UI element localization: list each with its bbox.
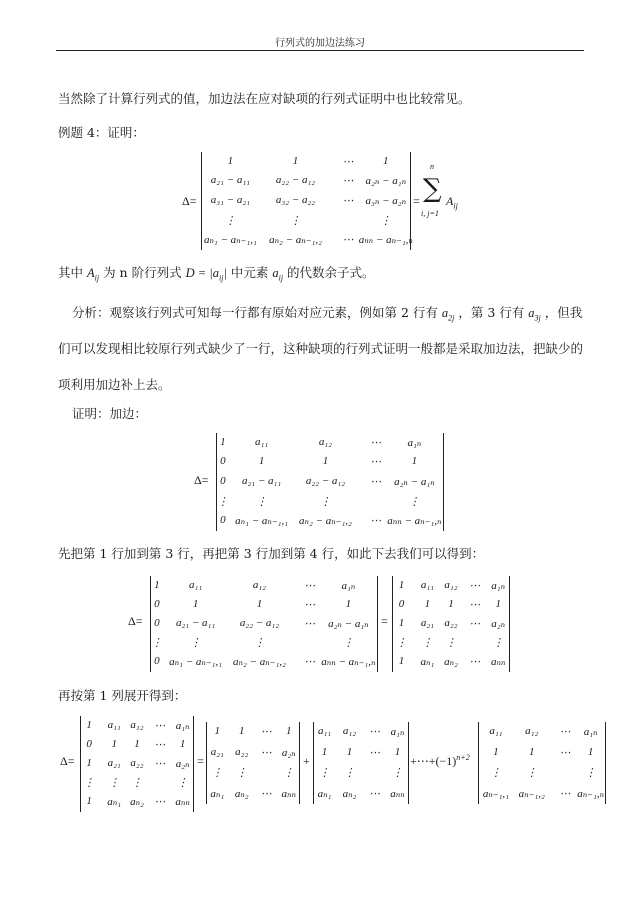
- matrix-cell: a₂ₙ − a₁ₙ: [394, 476, 435, 488]
- matrix-cell: aₙ₁: [420, 656, 435, 669]
- determinant-right-bar: [408, 722, 409, 804]
- minor-determinant-3: [478, 722, 606, 804]
- matrix-cell: 1: [86, 718, 92, 731]
- matrix-cell: ⋮: [342, 637, 354, 650]
- matrix-cell: a₂ₙ − a₁ₙ: [365, 175, 407, 188]
- matrix-cell: 1: [154, 578, 160, 591]
- matrix-cell: 1: [179, 737, 186, 750]
- example-label: 例题 4：证明：: [58, 125, 145, 140]
- matrix-cell: ⋯: [559, 787, 571, 800]
- matrix-cell: ⋮: [217, 495, 229, 508]
- matrix-cell: ⋯: [469, 656, 481, 669]
- matrix-cell: ⋯: [304, 656, 316, 669]
- matrix-cell: ⋯: [370, 436, 382, 449]
- matrix-cell: a₁ₙ: [341, 579, 356, 592]
- matrix-cell: a₂₁: [107, 757, 121, 769]
- matrix-cell: a₁₁: [255, 435, 269, 448]
- matrix-cell: a₁₁: [107, 718, 121, 731]
- determinant-left-bar: [206, 722, 207, 804]
- simplified-determinant: [392, 576, 510, 672]
- matrix-cell: ⋯: [368, 787, 380, 800]
- matrix-cell: 1: [192, 597, 199, 610]
- matrix-cell: ⋯: [370, 476, 382, 488]
- matrix-cell: ⋮: [253, 637, 265, 650]
- matrix-cell: 1: [292, 154, 299, 167]
- matrix-cell: a₁₁: [189, 578, 203, 591]
- matrix-cell: 1: [322, 455, 329, 468]
- matrix-cell: aₙ₋₁,ₙ: [577, 787, 605, 800]
- matrix-cell: a₁ₙ: [407, 436, 422, 449]
- matrix-cell: ⋯: [342, 234, 354, 247]
- matrix-cell: ⋮: [256, 495, 268, 508]
- matrix-cell: 1: [256, 597, 263, 610]
- matrix-cell: 0: [86, 737, 92, 750]
- matrix-cell: a₂ₙ: [281, 746, 296, 759]
- sign-term: $+\cdots+(-1)^{n+2}$: [410, 753, 470, 768]
- matrix-cell: a₂₂ − a₁₂: [239, 617, 280, 629]
- matrix-cell: a₂₂: [444, 617, 458, 629]
- matrix-cell: aₙ₁ − aₙ₋₁,₁: [203, 234, 257, 247]
- matrix-cell: a₃ₙ − a₂ₙ: [365, 195, 407, 207]
- matrix-cell: 1: [86, 757, 92, 769]
- determinant-right-bar: [605, 722, 606, 804]
- matrix-cell: ⋯: [559, 726, 571, 739]
- matrix-cell: 1: [394, 745, 401, 758]
- matrix-cell: a₃₂ − a₂₂: [275, 194, 316, 206]
- matrix-cell: aₙ₋₁,₁: [482, 787, 509, 800]
- matrix-cell: a₂ₙ: [491, 618, 506, 630]
- determinant-left-bar: [80, 716, 81, 812]
- matrix-cell: ⋯: [154, 719, 166, 732]
- matrix-cell: aₙₙ: [490, 656, 506, 669]
- matrix-cell: a₁ₙ: [583, 726, 598, 739]
- matrix-cell: a₁ₙ: [390, 726, 405, 739]
- matrix-cell: 1: [86, 795, 92, 808]
- matrix-cell: a₂₁ − a₁₁: [175, 617, 216, 629]
- matrix-cell: a₂ₙ − a₁ₙ: [328, 618, 369, 630]
- matrix-cell: aₙ₂: [234, 787, 249, 800]
- matrix-cell: ⋯: [469, 579, 481, 592]
- matrix-cell: a₂₁: [210, 745, 224, 758]
- matrix-cell: aₙ₁: [317, 787, 332, 800]
- matrix-cell: a₁₁: [420, 578, 434, 591]
- determinant-right-bar: [299, 722, 300, 804]
- plus-sign: +: [303, 754, 310, 768]
- matrix-cell: 1: [529, 745, 535, 758]
- matrix-cell: aₙ₋₁,₂: [518, 787, 545, 800]
- matrix-cell: aₙₙ: [281, 787, 296, 800]
- determinant-left-bar: [201, 152, 202, 250]
- matrix-cell: 1: [383, 154, 389, 167]
- matrix-cell: aₙₙ: [175, 796, 190, 809]
- determinant-left-bar: [392, 576, 393, 672]
- matrix-cell: ⋮: [395, 637, 407, 650]
- matrix-cell: ⋯: [370, 456, 382, 469]
- matrix-cell: a₁₂: [130, 718, 144, 731]
- matrix-cell: aₙ₁ − aₙ₋₁,₁: [169, 656, 223, 669]
- step1-text: 先把第 1 行加到第 3 行，再把第 3 行加到第 4 行，如此下去我们可以得到：: [58, 546, 485, 561]
- matrix-cell: aₙₙ − aₙ₋₁,ₙ: [358, 234, 413, 247]
- matrix-cell: 0: [220, 475, 226, 487]
- matrix-cell: ⋮: [224, 214, 236, 227]
- matrix-cell: ⋮: [190, 637, 202, 650]
- matrix-cell: ⋮: [408, 495, 420, 508]
- matrix-cell: a₃₁ − a₂₁: [210, 194, 251, 206]
- matrix-cell: a₁₂: [342, 725, 357, 738]
- matrix-cell: 0: [220, 455, 226, 468]
- delta-symbol: Δ=: [182, 194, 197, 208]
- matrix-cell: 0: [398, 597, 405, 610]
- matrix-cell: ⋯: [342, 175, 354, 188]
- matrix-cell: 0: [154, 597, 160, 610]
- matrix-cell: aₙ₂ − aₙ₋₁,₂: [299, 515, 352, 528]
- determinant-right-bar: [377, 576, 378, 672]
- matrix-cell: ⋮: [236, 767, 248, 780]
- delta-symbol-4: Δ=: [60, 754, 75, 768]
- matrix-cell: ⋯: [260, 787, 272, 800]
- determinant-right-bar: [509, 576, 510, 672]
- delta-symbol-2: Δ=: [194, 473, 209, 487]
- step2-text: 再按第 1 列展开得到：: [58, 688, 187, 703]
- determinant-left-bar: [216, 433, 217, 531]
- equals-sign-3: =: [197, 754, 204, 768]
- matrix-cell: 1: [448, 597, 454, 610]
- matrix-cell: 1: [411, 455, 418, 468]
- determinant-left-bar: [478, 722, 479, 804]
- matrix-cell: 0: [154, 655, 160, 668]
- matrix-cell: 1: [424, 597, 431, 610]
- definition-line: 其中 $A_{ij}$ 为 n 阶行列式 $D = |a_{ij}|$ 中元素 $a_{ij}$ 的代数余子式。: [58, 265, 375, 283]
- matrix-cell: 1: [398, 617, 405, 629]
- matrix-cell: aₙ₁: [107, 796, 122, 809]
- header-rule: [56, 50, 584, 51]
- matrix-cell: a₁₂: [252, 578, 267, 591]
- matrix-cell: ⋮: [492, 637, 504, 650]
- matrix-cell: ⋮: [380, 214, 392, 227]
- matrix-cell: a₂₁: [420, 617, 434, 629]
- sum-term: $A_{ij}$: [446, 194, 458, 211]
- matrix-cell: ⋮: [319, 495, 331, 508]
- matrix-cell: ⋯: [304, 579, 316, 592]
- matrix-cell: ⋮: [445, 637, 457, 650]
- matrix-cell: a₂₁ − a₁₁: [210, 174, 251, 187]
- minor-determinant-2: [313, 722, 409, 804]
- equals-sign: =: [413, 194, 420, 208]
- matrix-cell: aₙ₂: [130, 796, 144, 809]
- matrix-cell: aₙ₁: [210, 787, 225, 800]
- matrix-cell: ⋯: [154, 758, 166, 770]
- matrix-cell: 1: [258, 455, 265, 468]
- matrix-cell: a₂₂ − a₁₂: [275, 174, 316, 187]
- matrix-cell: 1: [111, 737, 117, 750]
- determinant-right-bar: [193, 716, 194, 812]
- matrix-cell: ⋯: [304, 598, 316, 611]
- matrix-cell: a₂₂: [235, 745, 249, 758]
- sum-upper: n: [430, 162, 434, 171]
- matrix-cell: 1: [220, 435, 226, 448]
- matrix-cell: ⋯: [469, 618, 481, 630]
- matrix-cell: ⋯: [370, 515, 382, 528]
- expansion-determinant: [80, 716, 194, 812]
- matrix-cell: a₁ₙ: [491, 579, 506, 592]
- matrix-cell: ⋮: [421, 637, 433, 650]
- matrix-cell: a₁₁: [317, 725, 332, 738]
- matrix-cell: ⋮: [290, 214, 301, 227]
- matrix-cell: aₙ₂: [444, 656, 458, 669]
- matrix-cell: ⋯: [342, 155, 354, 168]
- analysis-paragraph: 分析：观察该行列式可知每一行都有原始对应元素，例如第 2 行有 $a_{2j}$ ，第 3 行有 $a_{3j}$ ，但我们可以发现相比较原行列式缺少了一行，这种缺项的行列式证明一般都是采取加边法，把缺少的项利用加边补上去。: [58, 305, 584, 392]
- matrix-cell: ⋮: [343, 767, 355, 780]
- transformed-determinant: [150, 576, 378, 672]
- matrix-cell: 1: [493, 745, 499, 758]
- example-determinant: [201, 152, 411, 250]
- matrix-cell: aₙ₁ − aₙ₋₁,₁: [235, 515, 289, 528]
- matrix-cell: ⋮: [490, 767, 502, 780]
- matrix-cell: ⋯: [304, 618, 316, 630]
- matrix-cell: 1: [321, 745, 328, 758]
- matrix-cell: ⋯: [260, 746, 272, 759]
- matrix-cell: 1: [346, 745, 353, 758]
- matrix-cell: a₁₂: [444, 578, 458, 591]
- matrix-cell: 0: [154, 617, 160, 629]
- matrix-cell: 1: [285, 725, 292, 738]
- matrix-cell: ⋮: [211, 767, 223, 780]
- intro-paragraph: 当然除了计算行列式的值，加边法在应对缺项的行列式证明中也比较常见。: [58, 91, 471, 106]
- matrix-cell: a₁₂: [525, 725, 539, 738]
- determinant-left-bar: [150, 576, 151, 672]
- matrix-cell: 1: [134, 737, 140, 750]
- matrix-cell: aₙₙ: [390, 787, 405, 800]
- matrix-cell: ⋮: [283, 767, 295, 780]
- matrix-cell: 0: [220, 514, 226, 527]
- matrix-cell: ⋮: [108, 777, 120, 790]
- matrix-cell: a₁ₙ: [175, 719, 190, 732]
- matrix-cell: ⋮: [151, 637, 163, 650]
- matrix-cell: aₙ₂: [342, 787, 357, 800]
- determinant-left-bar: [313, 722, 314, 804]
- matrix-cell: 1: [345, 597, 352, 610]
- matrix-cell: a₂₂: [130, 757, 144, 769]
- matrix-cell: ⋮: [177, 777, 189, 790]
- matrix-cell: ⋯: [559, 746, 571, 759]
- matrix-cell: aₙₙ − aₙ₋₁,ₙ: [321, 656, 376, 669]
- matrix-cell: ⋮: [131, 777, 143, 790]
- matrix-cell: ⋯: [154, 796, 166, 809]
- matrix-cell: ⋯: [342, 195, 354, 207]
- matrix-cell: a₂₁ − a₁₁: [241, 475, 282, 487]
- matrix-cell: ⋯: [368, 726, 380, 739]
- sum-symbol: ∑: [423, 174, 442, 204]
- matrix-cell: aₙₙ − aₙ₋₁,ₙ: [387, 515, 442, 528]
- matrix-cell: 1: [214, 725, 221, 738]
- bordered-determinant: [216, 433, 444, 531]
- matrix-cell: 1: [238, 725, 245, 738]
- determinant-right-bar: [443, 433, 444, 531]
- matrix-cell: ⋮: [391, 767, 403, 780]
- matrix-cell: aₙ₂ − aₙ₋₁,₂: [233, 656, 286, 669]
- matrix-cell: ⋮: [83, 777, 95, 790]
- matrix-cell: ⋯: [154, 738, 166, 751]
- matrix-cell: aₙ₂ − aₙ₋₁,₂: [269, 234, 322, 247]
- delta-symbol-3: Δ=: [128, 614, 143, 628]
- matrix-cell: a₁₁: [489, 725, 503, 738]
- matrix-cell: ⋯: [469, 598, 481, 611]
- matrix-cell: ⋮: [585, 767, 597, 780]
- matrix-cell: 1: [587, 745, 594, 758]
- matrix-cell: a₁₂: [318, 435, 333, 448]
- proof-label: 证明：加边：: [72, 406, 148, 421]
- matrix-cell: ⋯: [260, 726, 272, 739]
- matrix-cell: ⋮: [319, 767, 331, 780]
- matrix-cell: a₂₂ − a₁₂: [305, 475, 346, 487]
- minor-determinant-1: [206, 722, 300, 804]
- matrix-cell: ⋯: [368, 746, 380, 759]
- matrix-cell: 1: [398, 655, 405, 668]
- matrix-cell: ⋮: [526, 767, 538, 780]
- sum-lower: i, j=1: [421, 209, 439, 218]
- matrix-cell: 1: [495, 597, 501, 610]
- matrix-cell: 1: [227, 154, 234, 167]
- equals-sign-2: =: [381, 614, 388, 628]
- matrix-cell: a₂ₙ: [175, 758, 190, 770]
- matrix-cell: 1: [398, 578, 405, 591]
- page-header-title: 行列式的加边法练习: [275, 38, 365, 49]
